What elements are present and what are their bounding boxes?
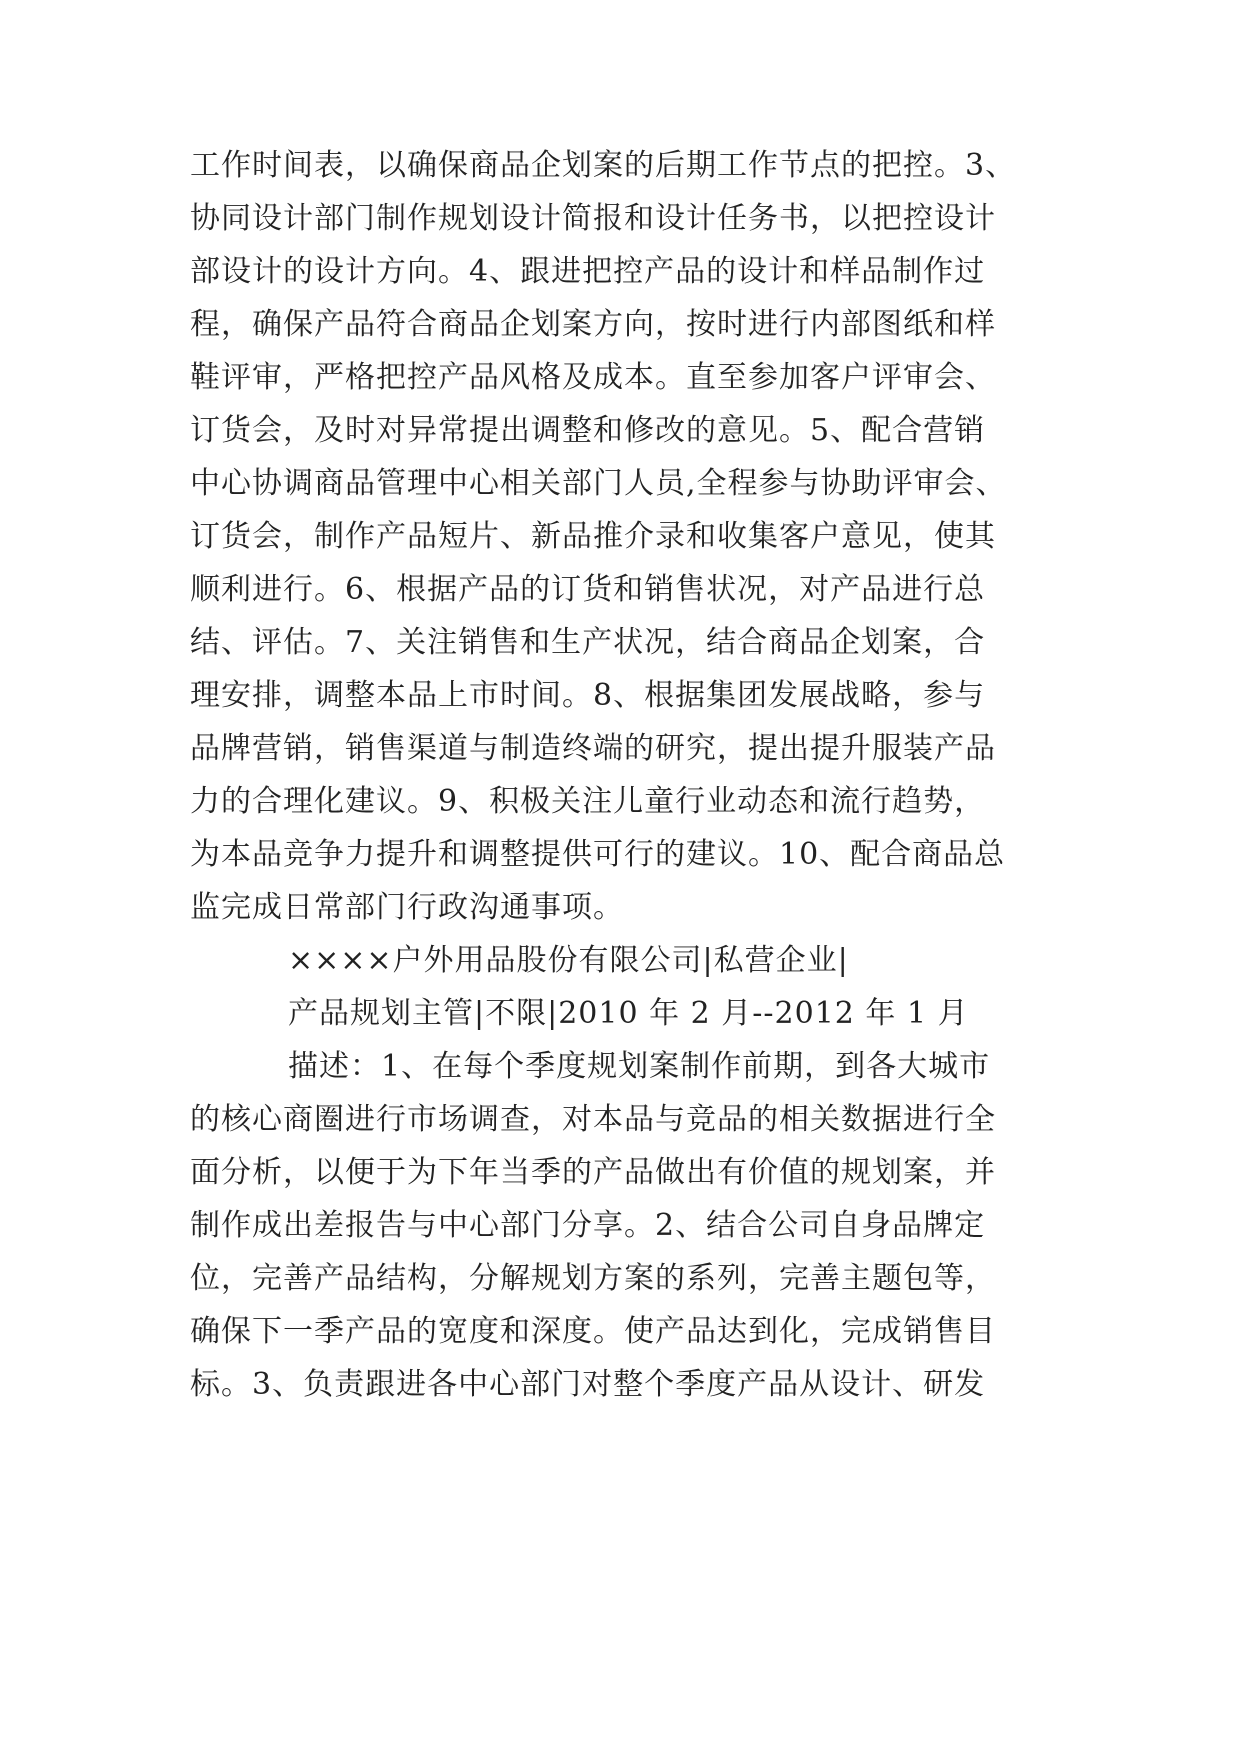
text-line: 的核心商圈进行市场调查，对本品与竞品的相关数据进行全: [190, 1102, 996, 1137]
text-line: 程，确保产品符合商品企划案方向，按时进行内部图纸和样: [190, 307, 996, 342]
position-line: 产品规划主管|不限|2010 年 2 月--2012 年 1 月: [288, 996, 969, 1031]
text-line: 监完成日常部门行政沟通事项。: [190, 890, 624, 925]
text-line: 制作成出差报告与中心部门分享。2、结合公司自身品牌定: [190, 1208, 986, 1243]
company-line: ××××户外用品股份有限公司|私营企业|: [288, 943, 849, 978]
text-line: 位，完善产品结构，分解规划方案的系列，完善主题包等，: [190, 1261, 996, 1296]
text-line: 订货会，制作产品短片、新品推介录和收集客户意见，使其: [190, 519, 996, 554]
text-line: 为本品竞争力提升和调整提供可行的建议。10、配合商品总: [190, 837, 1006, 872]
text-line: 理安排，调整本品上市时间。8、根据集团发展战略，参与: [190, 678, 986, 713]
text-line: 协同设计部门制作规划设计简报和设计任务书，以把控设计: [190, 201, 996, 236]
text-line: 鞋评审，严格把控产品风格及成本。直至参加客户评审会、: [190, 360, 996, 395]
text-line: 部设计的设计方向。4、跟进把控产品的设计和样品制作过: [190, 254, 986, 289]
text-line: 工作时间表，以确保商品企划案的后期工作节点的把控。3、: [190, 148, 1017, 183]
text-line: 订货会，及时对异常提出调整和修改的意见。5、配合营销: [190, 413, 986, 448]
text-line: 顺利进行。6、根据产品的订货和销售状况，对产品进行总: [190, 572, 986, 607]
text-line: 结、评估。7、关注销售和生产状况，结合商品企划案，合: [190, 625, 986, 660]
text-line: 品牌营销，销售渠道与制造终端的研究，提出提升服装产品: [190, 731, 996, 766]
text-line: 中心协调商品管理中心相关部门人员,全程参与协助评审会、: [190, 466, 1007, 501]
text-line: 标。3、负责跟进各中心部门对整个季度产品从设计、研发: [190, 1367, 986, 1402]
text-line: 确保下一季产品的宽度和深度。使产品达到化，完成销售目: [190, 1314, 996, 1349]
text-line: 力的合理化建议。9、积极关注儿童行业动态和流行趋势，: [190, 784, 986, 819]
description-line: 描述：1、在每个季度规划案制作前期，到各大城市: [288, 1049, 991, 1084]
text-line: 面分析，以便于为下年当季的产品做出有价值的规划案，并: [190, 1155, 996, 1190]
